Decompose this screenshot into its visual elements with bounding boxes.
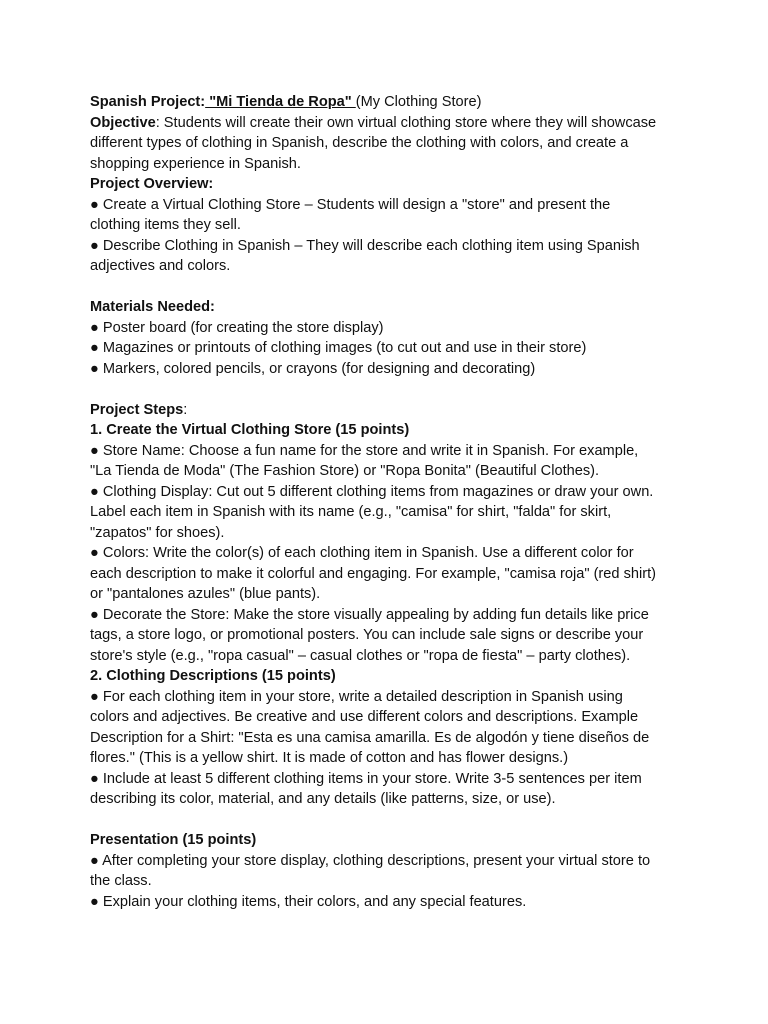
objective-text: : Students will create their own virtual clothing store where they will showcase [155, 114, 657, 131]
presentation-line: ● After completing your store display, clothing descriptions, present your virtual store to [90, 852, 651, 869]
step1-line: "La Tienda de Moda" (The Fashion Store) or "Ropa Bonita" (Beautiful Clothes). [90, 463, 600, 479]
step2-line: colors and adjectives. Be creative and use different colors and descriptions. Example [90, 709, 639, 725]
step2-heading: 2. Clothing Descriptions (15 points) [90, 668, 336, 684]
steps-heading [90, 400, 688, 421]
step2-line: flores." (This is a yellow shirt. It is made of cotton and has flower designs.) [90, 750, 569, 766]
step1-line: or "pantalones azules" (blue pants). [90, 586, 321, 602]
presentation-line: ● Explain your clothing items, their colors, and any special features. [90, 893, 527, 910]
project-title [90, 92, 688, 113]
step1-line: ● Clothing Display: Cut out 5 different clothing items from magazines or draw your own. [90, 483, 654, 500]
step1-line: each description to make it colorful and engaging. For example, "camisa roja" (red shirt) [90, 565, 656, 582]
overview-heading: Project Overview: [90, 176, 214, 192]
overview-line: adjectives and colors. [90, 258, 231, 274]
overview-line: ● Create a Virtual Clothing Store – Students will design a "store" and present the [90, 196, 611, 213]
objective-label: Objective [90, 114, 156, 131]
spacer [90, 810, 688, 831]
materials-item: ● Markers, colored pencils, or crayons (for designing and decorating) [90, 360, 536, 377]
step1-line: store's style (e.g., "ropa casual" – casual clothes or "ropa de fiesta" – party clothes). [90, 647, 631, 664]
steps-colon: : [183, 401, 188, 418]
spacer [90, 379, 688, 400]
presentation-line: the class. [90, 873, 152, 889]
overview-line: ● Describe Clothing in Spanish – They will describe each clothing item using Spanish [90, 237, 640, 254]
spacer [90, 277, 688, 298]
step1-heading: 1. Create the Virtual Clothing Store (15 points) [90, 422, 410, 438]
step2-line: ● For each clothing item in your store, write a detailed description in Spanish using [90, 688, 623, 705]
step2-line: ● Include at least 5 different clothing items in your store. Write 3-5 sentences per item [90, 770, 642, 787]
step1-line: ● Store Name: Choose a fun name for the store and write it in Spanish. For example, [90, 442, 639, 459]
title-spanish-name: "Mi Tienda de Ropa" [205, 94, 356, 110]
materials-item: ● Poster board (for creating the store display) [90, 319, 384, 336]
objective-line-1 [90, 113, 688, 134]
title-label: Spanish Project: [90, 94, 206, 110]
step1-line: Label each item in Spanish with its name (e.g., "camisa" for shirt, "falda" for skirt, [90, 504, 612, 520]
step2-line: Description for a Shirt: "Esta es una camisa amarilla. Es de algodón y tiene diseños de [90, 729, 650, 746]
overview-line: clothing items they sell. [90, 217, 241, 233]
materials-item: ● Magazines or printouts of clothing images (to cut out and use in their store) [90, 340, 587, 356]
steps-label: Project Steps [90, 401, 184, 418]
title-english-name: (My Clothing Store) [355, 94, 482, 110]
step1-line: tags, a store logo, or promotional posters. You can include sale signs or describe your [90, 627, 644, 643]
step1-line: ● Decorate the Store: Make the store visually appealing by adding fun details like price [90, 606, 649, 623]
presentation-heading: Presentation (15 points) [90, 832, 257, 848]
materials-heading: Materials Needed: [90, 299, 215, 315]
step1-line: "zapatos" for shoes). [90, 524, 225, 541]
step2-line: describing its color, material, and any details (like patterns, size, or use). [90, 791, 556, 807]
objective-line-3: shopping experience in Spanish. [90, 155, 301, 172]
step1-line: ● Colors: Write the color(s) of each clothing item in Spanish. Use a different color for [90, 545, 634, 561]
objective-line-2: different types of clothing in Spanish, describe the clothing with colors, and create a [90, 135, 629, 151]
